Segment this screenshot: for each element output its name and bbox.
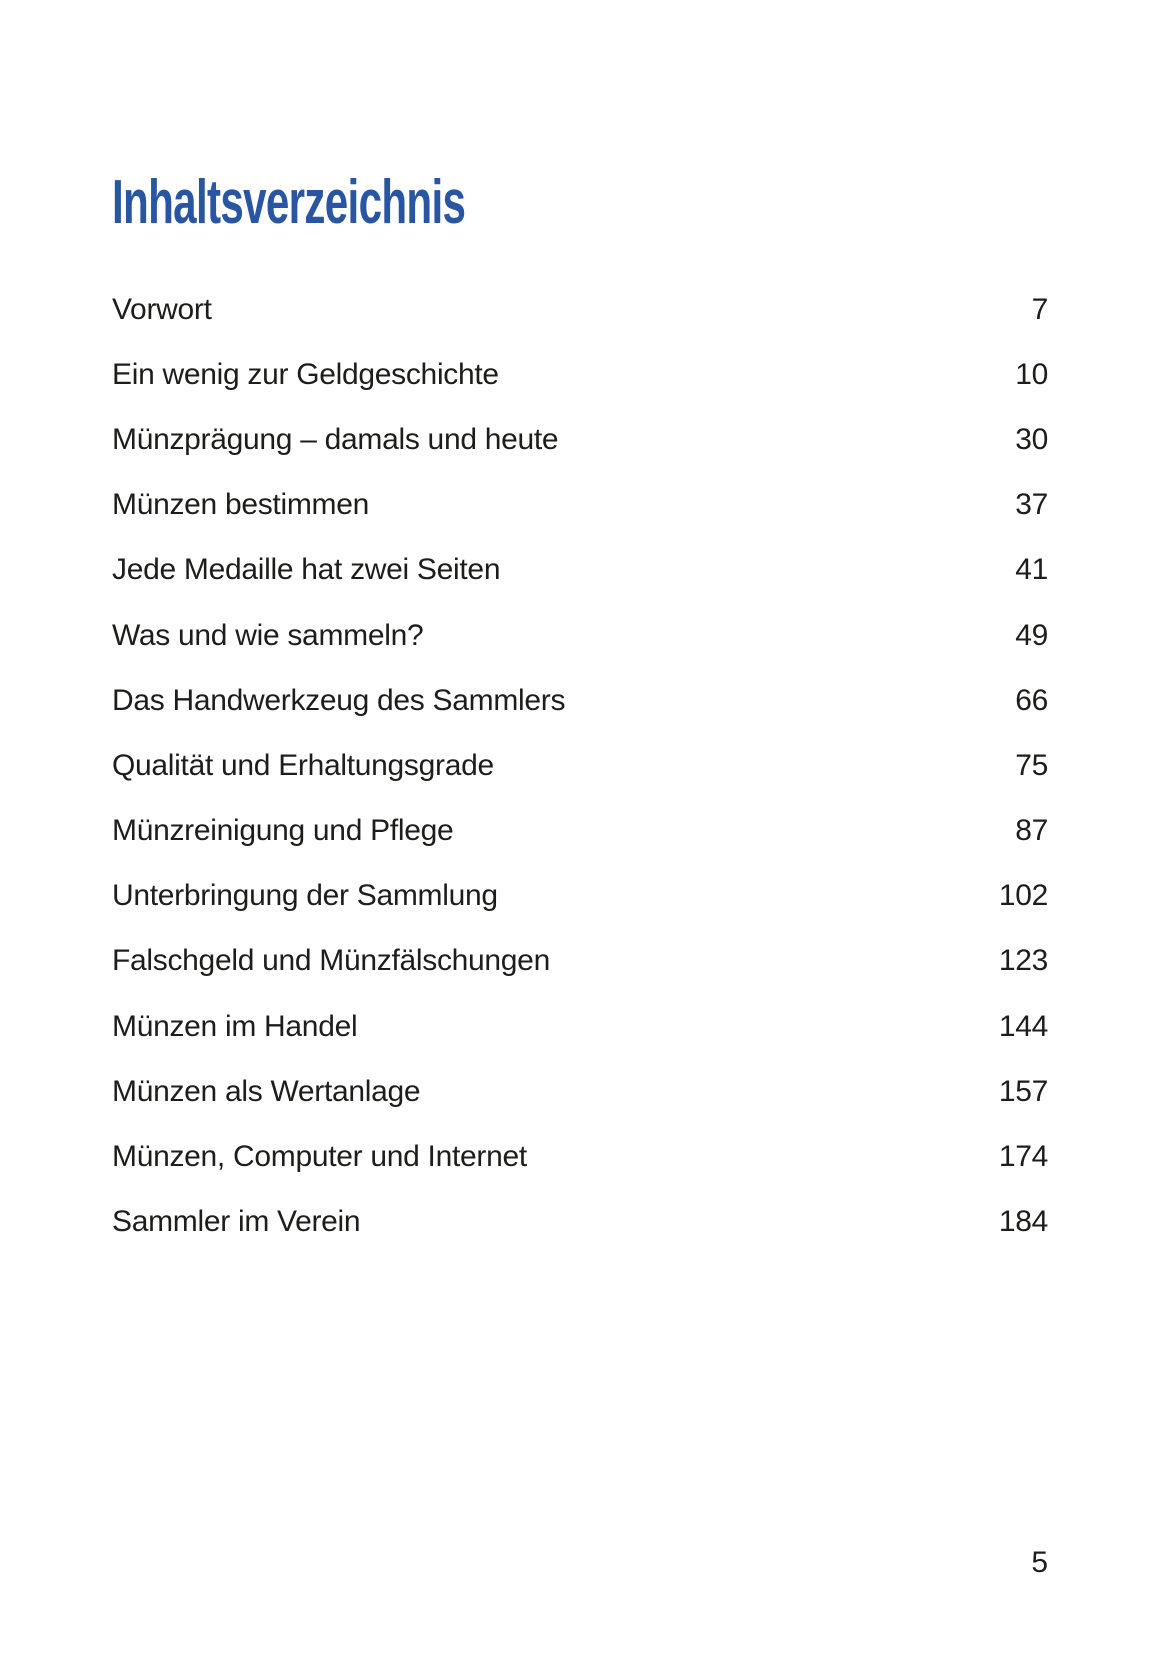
toc-entry: [112, 929, 1048, 994]
toc-entry-page-number: 10: [1015, 357, 1048, 391]
toc-entry: [112, 407, 1048, 472]
toc-entry-label: Falschgeld und Münzfälschungen: [112, 944, 550, 978]
toc-entry-label: Was und wie sammeln?: [112, 618, 424, 652]
toc-entry-page-number: 157: [998, 1074, 1048, 1108]
toc-entry: [112, 538, 1048, 603]
toc-entry-page-number: 7: [1031, 292, 1048, 326]
toc-entry: [112, 277, 1048, 342]
toc-entry: [112, 799, 1048, 864]
toc-entry-page-number: 144: [998, 1009, 1048, 1043]
toc-entry: [112, 864, 1048, 929]
toc-entry-page-number: 49: [1015, 618, 1048, 652]
toc-entry-label: Münzen als Wertanlage: [112, 1074, 421, 1108]
footer-page-number: 5: [1031, 1546, 1048, 1579]
toc-list: [112, 277, 1048, 1255]
toc-entry-page-number: 66: [1015, 683, 1048, 717]
toc-entry-label: Vorwort: [112, 292, 212, 326]
toc-entry: [112, 1124, 1048, 1189]
toc-entry-label: Münzprägung – damals und heute: [112, 422, 559, 456]
toc-entry: [112, 733, 1048, 798]
toc-entry: [112, 994, 1048, 1059]
toc-entry-label: Qualität und Erhaltungsgrade: [112, 748, 494, 782]
toc-entry-page-number: 30: [1015, 422, 1048, 456]
toc-entry-label: Ein wenig zur Geldgeschichte: [112, 357, 499, 391]
toc-entry: [112, 603, 1048, 668]
toc-entry: [112, 1190, 1048, 1255]
toc-entry: [112, 473, 1048, 538]
toc-entry: [112, 342, 1048, 407]
toc-entry-label: Jede Medaille hat zwei Seiten: [112, 553, 501, 587]
toc-entry-page-number: 41: [1015, 553, 1048, 587]
toc-entry: [112, 1059, 1048, 1124]
toc-entry-page-number: 184: [998, 1205, 1048, 1239]
toc-entry-page-number: 174: [998, 1140, 1048, 1174]
toc-entry: [112, 668, 1048, 733]
toc-entry-page-number: 75: [1015, 748, 1048, 782]
toc-entry-page-number: 87: [1015, 814, 1048, 848]
toc-entry-label: Münzen, Computer und Internet: [112, 1140, 527, 1174]
toc-entry-label: Sammler im Verein: [112, 1205, 361, 1239]
page-title: Inhaltsverzeichnis: [112, 168, 466, 237]
toc-entry-page-number: 37: [1015, 488, 1048, 522]
toc-entry-label: Das Handwerkzeug des Sammlers: [112, 683, 566, 717]
toc-entry-label: Münzen bestimmen: [112, 488, 369, 522]
toc-entry-label: Münzreinigung und Pflege: [112, 814, 454, 848]
toc-entry-label: Münzen im Handel: [112, 1009, 358, 1043]
toc-entry-page-number: 102: [998, 879, 1048, 913]
toc-entry-page-number: 123: [998, 944, 1048, 978]
toc-entry-label: Unterbringung der Sammlung: [112, 879, 498, 913]
